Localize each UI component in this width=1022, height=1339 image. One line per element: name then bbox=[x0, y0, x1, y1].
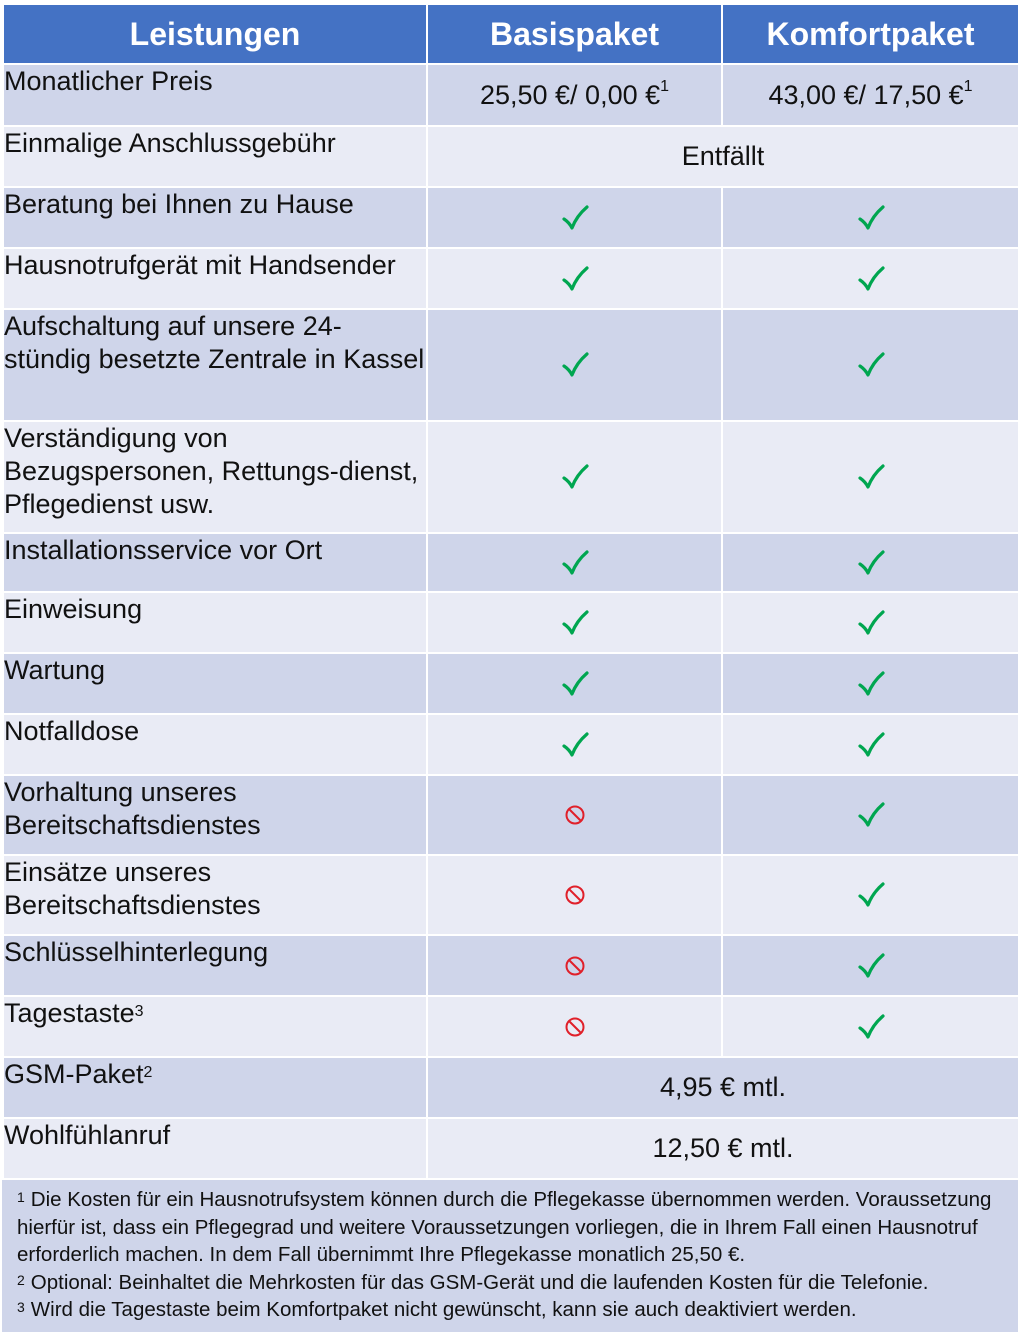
basis-cell bbox=[427, 592, 722, 653]
row-label-text: Einweisung bbox=[4, 594, 143, 624]
row-label bbox=[3, 714, 427, 775]
row-label-text: Beratung bei Ihnen zu Hause bbox=[4, 189, 354, 219]
footnote-1 bbox=[17, 1186, 1004, 1269]
komfort-cell bbox=[722, 935, 1019, 996]
table-row bbox=[3, 653, 1019, 714]
row-label bbox=[3, 592, 427, 653]
table-row bbox=[3, 1057, 1019, 1118]
basis-price-text: 25,50 €/ 0,00 € bbox=[479, 79, 661, 110]
footnote-1-text: Die Kosten für ein Hausnotrufsystem können durch die Pflegekasse übernommen werden. Voraussetzung hierfür ist, dass ein Pflegegrad und weitere Voraussetzungen vorliegen, die in Ihrem Fall einen Hausnotruf erforderlich machen. In dem Fall übernimmt Ihre Pflegekasse monatlich 25,50 €. bbox=[17, 1188, 992, 1266]
row-label-text: Schlüsselhinterlegung bbox=[4, 937, 269, 967]
check-icon bbox=[857, 351, 885, 379]
komfort-cell bbox=[722, 592, 1019, 653]
basis-cell bbox=[427, 775, 722, 855]
row-label bbox=[3, 421, 427, 533]
komfort-cell bbox=[722, 421, 1019, 533]
table-row bbox=[3, 533, 1019, 592]
row-label bbox=[3, 855, 427, 935]
combined-value bbox=[427, 126, 1019, 187]
check-icon bbox=[857, 670, 885, 698]
row-label-text: GSM-Paket bbox=[4, 1059, 144, 1089]
footnote-1-number: 1 bbox=[17, 1189, 25, 1205]
row-label bbox=[3, 1057, 427, 1118]
check-icon bbox=[561, 670, 589, 698]
prohibited-icon bbox=[564, 955, 586, 977]
row-label-text: Hausnotrufgerät mit Handsender bbox=[4, 250, 396, 280]
basis-cell bbox=[427, 187, 722, 248]
combined-value bbox=[427, 1118, 1019, 1179]
header-leistungen: Leistungen bbox=[3, 4, 427, 64]
table-row bbox=[3, 775, 1019, 855]
table-header-row bbox=[3, 4, 1019, 64]
row-label-text: Vorhaltung unseres Bereitschaftsdienstes bbox=[4, 777, 261, 840]
basis-cell bbox=[427, 714, 722, 775]
check-icon bbox=[857, 801, 885, 829]
table-row bbox=[3, 126, 1019, 187]
row-label bbox=[3, 1118, 427, 1179]
table-row bbox=[3, 855, 1019, 935]
row-label bbox=[3, 248, 427, 309]
table-row bbox=[3, 421, 1019, 533]
row-label-text: Tagestaste bbox=[4, 998, 135, 1028]
row-label bbox=[3, 935, 427, 996]
prohibited-icon bbox=[564, 804, 586, 826]
table-row bbox=[3, 248, 1019, 309]
check-icon bbox=[857, 463, 885, 491]
row-label bbox=[3, 187, 427, 248]
basis-cell bbox=[427, 996, 722, 1057]
combined-value-text: 12,50 € mtl. bbox=[652, 1133, 794, 1163]
row-label-text: Einmalige Anschlussgebühr bbox=[4, 128, 336, 158]
check-icon bbox=[857, 265, 885, 293]
row-label bbox=[3, 533, 427, 592]
basis-cell bbox=[427, 935, 722, 996]
header-basispaket: Basispaket bbox=[427, 4, 722, 64]
table-row bbox=[3, 935, 1019, 996]
footnote-2-text: Optional: Beinhaltet die Mehrkosten für das GSM-Gerät und die laufenden Kosten für die Telefonie. bbox=[30, 1270, 929, 1294]
service-comparison-table bbox=[2, 3, 1020, 1180]
prohibited-icon bbox=[564, 1016, 586, 1038]
row-label-text: Monatlicher Preis bbox=[4, 66, 213, 96]
komfort-cell bbox=[722, 309, 1019, 421]
komfort-price-text: 43,00 €/ 17,50 € bbox=[768, 79, 964, 110]
footnote-ref: 3 bbox=[134, 1003, 144, 1020]
check-icon bbox=[561, 265, 589, 293]
row-label-text: Aufschaltung auf unsere 24-stündig besetzte Zentrale in Kassel bbox=[4, 311, 425, 374]
footnote-3-text: Wird die Tagestaste beim Komfortpaket nicht gewünscht, kann sie auch deaktiviert werden. bbox=[30, 1298, 857, 1321]
row-label-text: Verständigung von Bezugspersonen, Rettungs-dienst, Pflegedienst usw. bbox=[4, 423, 419, 519]
table-row bbox=[3, 1118, 1019, 1179]
komfort-cell bbox=[722, 187, 1019, 248]
komfort-cell bbox=[722, 855, 1019, 935]
komfort-cell bbox=[722, 714, 1019, 775]
combined-value bbox=[427, 1057, 1019, 1118]
check-icon bbox=[857, 204, 885, 232]
table-row bbox=[3, 309, 1019, 421]
check-icon bbox=[561, 549, 589, 577]
row-label-text: Installationsservice vor Ort bbox=[4, 535, 323, 565]
row-label-text: Notfalldose bbox=[4, 716, 140, 746]
check-icon bbox=[857, 952, 885, 980]
table-row bbox=[3, 996, 1019, 1057]
row-label-text: Wartung bbox=[4, 655, 106, 685]
combined-value-text: Entfällt bbox=[681, 141, 765, 171]
komfort-cell bbox=[722, 653, 1019, 714]
komfort-cell bbox=[722, 775, 1019, 855]
row-label bbox=[3, 996, 427, 1057]
basis-cell bbox=[427, 309, 722, 421]
row-label-text: Einsätze unseres Bereitschaftsdienstes bbox=[4, 857, 261, 920]
table-row bbox=[3, 714, 1019, 775]
footnote-2 bbox=[17, 1269, 1004, 1297]
row-label bbox=[3, 653, 427, 714]
footnote-ref: 1 bbox=[963, 77, 973, 95]
table-row bbox=[3, 187, 1019, 248]
check-icon bbox=[561, 351, 589, 379]
table-body bbox=[3, 64, 1019, 1179]
footnote-3-number: 3 bbox=[17, 1299, 25, 1315]
prohibited-icon bbox=[564, 884, 586, 906]
footnote-2-number: 2 bbox=[17, 1271, 25, 1288]
footnote-3 bbox=[17, 1296, 1004, 1324]
table-row bbox=[3, 592, 1019, 653]
combined-value-text: 4,95 € mtl. bbox=[659, 1072, 787, 1102]
footnote-ref: 1 bbox=[660, 77, 670, 95]
check-icon bbox=[561, 463, 589, 491]
table-row bbox=[3, 64, 1019, 126]
basis-cell bbox=[427, 248, 722, 309]
footnotes bbox=[2, 1180, 1018, 1332]
komfort-cell bbox=[722, 996, 1019, 1057]
komfort-cell bbox=[722, 248, 1019, 309]
row-label bbox=[3, 775, 427, 855]
header-komfortpaket: Komfortpaket bbox=[722, 4, 1019, 64]
row-label-text: Wohlfühlanruf bbox=[4, 1120, 171, 1150]
check-icon bbox=[857, 881, 885, 909]
basis-cell bbox=[427, 421, 722, 533]
row-label bbox=[3, 309, 427, 421]
basis-cell bbox=[427, 653, 722, 714]
check-icon bbox=[561, 731, 589, 759]
check-icon bbox=[857, 609, 885, 637]
basis-cell bbox=[427, 855, 722, 935]
basis-cell bbox=[427, 533, 722, 592]
footnote-ref: 2 bbox=[143, 1064, 153, 1081]
check-icon bbox=[857, 1013, 885, 1041]
komfort-cell bbox=[722, 533, 1019, 592]
check-icon bbox=[857, 549, 885, 577]
basis-price bbox=[427, 64, 722, 126]
komfort-price bbox=[722, 64, 1019, 126]
row-label bbox=[3, 126, 427, 187]
check-icon bbox=[857, 731, 885, 759]
row-label bbox=[3, 64, 427, 126]
check-icon bbox=[561, 204, 589, 232]
check-icon bbox=[561, 609, 589, 637]
